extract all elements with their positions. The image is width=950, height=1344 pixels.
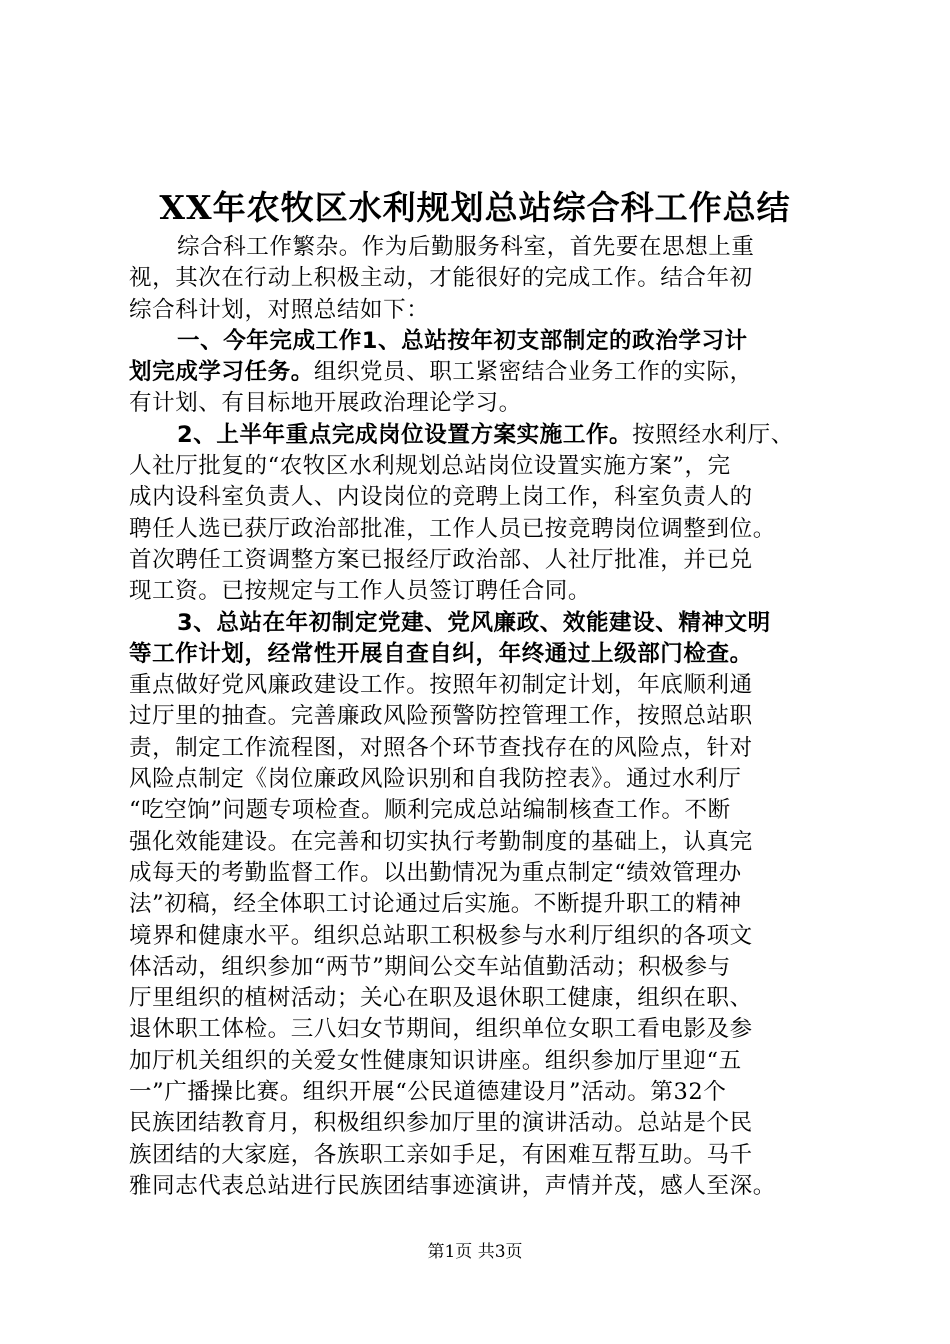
paragraph-line: 成每天的考勤监督工作。以出勤情况为重点制定“绩效管理办	[129, 859, 742, 886]
paragraph-line: 退休职工体检。三八妇女节期间，组织单位女职工看电影及参	[129, 1016, 753, 1043]
paragraph-line: 强化效能建设。在完善和切实执行考勤制度的基础上，认真完	[129, 828, 753, 855]
paragraph-line: “吃空饷”问题专项检查。顺利完成总站编制核查工作。不断	[129, 797, 731, 824]
paragraph-line: 综合科工作繁杂。作为后勤服务科室，首先要在思想上重	[177, 234, 755, 260]
section-heading-line: 一、今年完成工作1、总站按年初支部制定的政治学习计	[177, 327, 748, 354]
paragraph-line: 首次聘任工资调整方案已报经厅政治部、人社厅批准，并已兑	[129, 546, 753, 573]
paragraph-line: 成内设科室负责人、内设岗位的竞聘上岗工作，科室负责人的	[129, 484, 753, 511]
section-heading-line: 等工作计划，经常性开展自查自纠，年终通过上级部门检查。	[129, 640, 753, 667]
section-heading-fragment: 划完成学习任务。	[129, 359, 314, 386]
paragraph-line: 视，其次在行动上积极主动，才能很好的完成工作。结合年初	[129, 265, 753, 292]
paragraph-line	[129, 357, 829, 388]
paragraph-line: 雅同志代表总站进行民族团结事迹演讲，声情并茂，感人至深。	[129, 1172, 776, 1199]
paragraph-line: 境界和健康水平。组织总站职工积极参与水利厅组织的各项文	[129, 922, 753, 949]
page-footer: 第1页 共3页	[427, 1242, 523, 1262]
section-heading-fragment: 2、上半年重点完成岗位设置方案实施工作。	[177, 421, 633, 448]
paragraph-line: 综合科计划，对照总结如下：	[129, 296, 430, 323]
document-title: XX年农牧区水利规划总站综合科工作总结	[159, 188, 791, 227]
paragraph-line: 人社厅批复的“农牧区水利规划总站岗位设置实施方案”，完	[129, 453, 731, 480]
paragraph-line: 加厅机关组织的关爱女性健康知识讲座。组织参加厅里迎“五	[129, 1047, 742, 1074]
paragraph-line: 民族团结教育月，积极组织参加厅里的演讲活动。总站是个民	[129, 1110, 753, 1137]
paragraph-line: 风险点制定《岗位廉政风险识别和自我防控表》。通过水利厅	[129, 766, 742, 793]
paragraph-line: 责，制定工作流程图，对照各个环节查找存在的风险点，针对	[129, 734, 753, 761]
paragraph-line: 聘任人选已获厅政治部批准，工作人员已按竞聘岗位调整到位。	[129, 515, 776, 542]
section-heading-line: 3、总站在年初制定党建、党风廉政、效能建设、精神文明	[177, 609, 771, 636]
paragraph-line: 有计划、有目标地开展政治理论学习。	[129, 390, 522, 417]
paragraph-line: 法”初稿，经全体职工讨论通过后实施。不断提升职工的精神	[129, 891, 742, 918]
paragraph-line: 一”广播操比赛。组织开展“公民道德建设月”活动。第32个	[129, 1079, 727, 1106]
paragraph-line: 现工资。已按规定与工作人员签订聘任合同。	[129, 578, 592, 605]
paragraph-line: 体活动，组织参加“两节”期间公交车站值勤活动；积极参与	[129, 953, 731, 980]
paragraph-line: 过厅里的抽查。完善廉政风险预警防控管理工作，按照总站职	[129, 703, 753, 730]
document-body	[129, 232, 829, 1202]
paragraph-fragment: 按照经水利厅、	[632, 421, 794, 448]
paragraph-line: 族团结的大家庭，各族职工亲如手足，有困难互帮互助。马千	[129, 1141, 753, 1168]
paragraph-fragment: 组织党员、职工紧密结合业务工作的实际，	[313, 359, 753, 386]
paragraph-line: 厅里组织的植树活动；关心在职及退休职工健康，组织在职、	[129, 985, 753, 1012]
paragraph-line: 重点做好党风廉政建设工作。按照年初制定计划，年底顺利通	[129, 672, 753, 699]
paragraph-line	[129, 420, 829, 451]
